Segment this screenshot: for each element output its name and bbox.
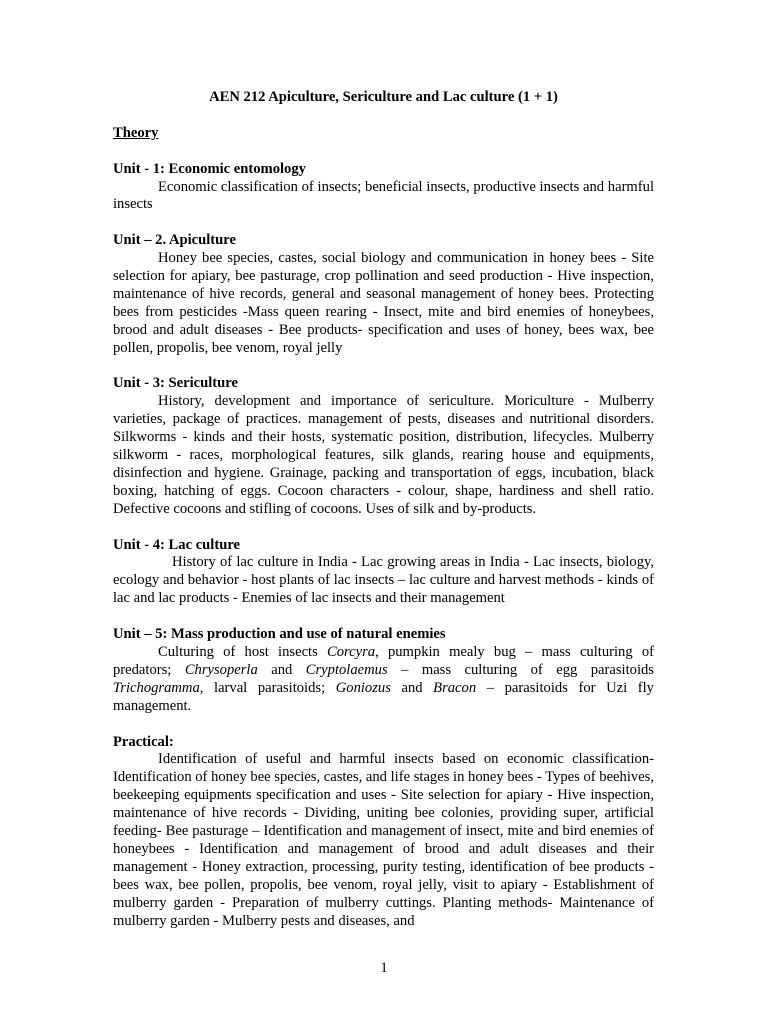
text-run: , larval parasitoids; bbox=[199, 679, 336, 696]
unit-body bbox=[113, 179, 654, 215]
text-run: , pumpkin mealy bug – mass culturing of predators; bbox=[113, 644, 654, 678]
text-run: Economic classification of insects; beneficial insects, productive insects and harmful insects bbox=[113, 178, 654, 213]
unit-body bbox=[113, 644, 654, 716]
species-name: Trichogramma bbox=[113, 679, 200, 696]
species-name: Cryptolaemus bbox=[305, 661, 388, 678]
text-run: – parasitoids for Uzi fly management. bbox=[113, 679, 654, 714]
document-page bbox=[113, 89, 654, 930]
unit-heading: Unit - 4: Lac culture bbox=[113, 536, 241, 553]
text-run: History, development and importance of sericulture. Moriculture - Mulberry varieties, package of practices. management of pests, diseases and nutritional disorders. Silkworms - kinds and their hosts, systematic position, distribution, lifecycles. Mulberry silkworm - races, morphological features, silk glands, rearing house and equipments, disinfection and hygiene. Grainage, packing and transportation of eggs, incubation, black boxing, hatching of eggs. Cocoon characters - colour, shape, hardiness and shell ratio. Defective cocoons and stifling of cocoons. Uses of silk and by-products. bbox=[113, 393, 654, 517]
text-run: – mass culturing of egg parasitoids bbox=[387, 661, 654, 678]
practical-section bbox=[113, 734, 654, 931]
unit-heading: Unit - 1: Economic entomology bbox=[113, 160, 306, 177]
unit-heading: Unit – 2. Apiculture bbox=[113, 232, 236, 249]
text-run: and bbox=[390, 679, 434, 696]
species-name: Bracon bbox=[433, 679, 477, 696]
theory-heading: Theory bbox=[113, 124, 159, 141]
text-run: Culturing of host insects bbox=[158, 644, 327, 660]
species-name: Chrysoperla bbox=[184, 661, 258, 678]
unit-body bbox=[113, 554, 654, 608]
unit-body bbox=[113, 250, 654, 357]
unit-section-1 bbox=[113, 161, 654, 215]
document-title: AEN 212 Apiculture, Sericulture and Lac culture (1 + 1) bbox=[209, 89, 558, 105]
species-name: Corcyra bbox=[327, 644, 376, 660]
text-run: and bbox=[257, 661, 306, 678]
page-number: 1 bbox=[380, 960, 388, 976]
text-run: History of lac culture in India - Lac growing areas in India - Lac insects, biology, ecology and behavior - host plants of lac insects – lac culture and harvest methods - kinds of lac and lac products - Enemies of lac insects and their management bbox=[113, 554, 654, 607]
species-name: Goniozus bbox=[335, 679, 391, 696]
practical-body: Identification of useful and harmful insects based on economic classification- Identification of honey bee species, castes, and life stages in honey bees - Types of beehives, beekeeping equipments specification and uses - Site selection for apiary - Hive inspection, maintenance of hive records - Dividing, uniting bee colonies, providing super, artificial feeding- Bee pasturage – Identification and management of insect, mite and bird enemies of honeybees - Identification and management of brood and adult diseases and their management - Honey extraction, processing, purity testing, identification of bee products - bees wax, bee pollen, propolis, bee venom, royal jelly, visit to apiary - Establishment of mulberry garden - Preparation of mulberry cuttings. Planting methods- Maintenance of mulberry garden - Mulberry pests and diseases, and bbox=[113, 751, 654, 929]
text-run: Honey bee species, castes, social biology and communication in honey bees - Site selection for apiary, bee pasturage, crop pollination and seed production - Hive inspection, maintenance of hive records, general and seasonal management of honey bees. Protecting bees from pesticides -Mass queen rearing - Insect, mite and bird enemies of honeybees, brood and adult diseases - Bee products- specification and uses of honey, bees wax, bee pollen, propolis, bee venom, royal jelly bbox=[113, 250, 654, 356]
unit-section-3 bbox=[113, 375, 654, 518]
unit-section-2 bbox=[113, 232, 654, 357]
unit-heading: Unit – 5: Mass production and use of natural enemies bbox=[113, 626, 446, 643]
unit-section-4 bbox=[113, 537, 654, 609]
unit-section-5 bbox=[113, 626, 654, 716]
unit-heading: Unit - 3: Sericulture bbox=[113, 375, 238, 392]
unit-body bbox=[113, 393, 654, 518]
practical-heading: Practical: bbox=[113, 733, 174, 750]
